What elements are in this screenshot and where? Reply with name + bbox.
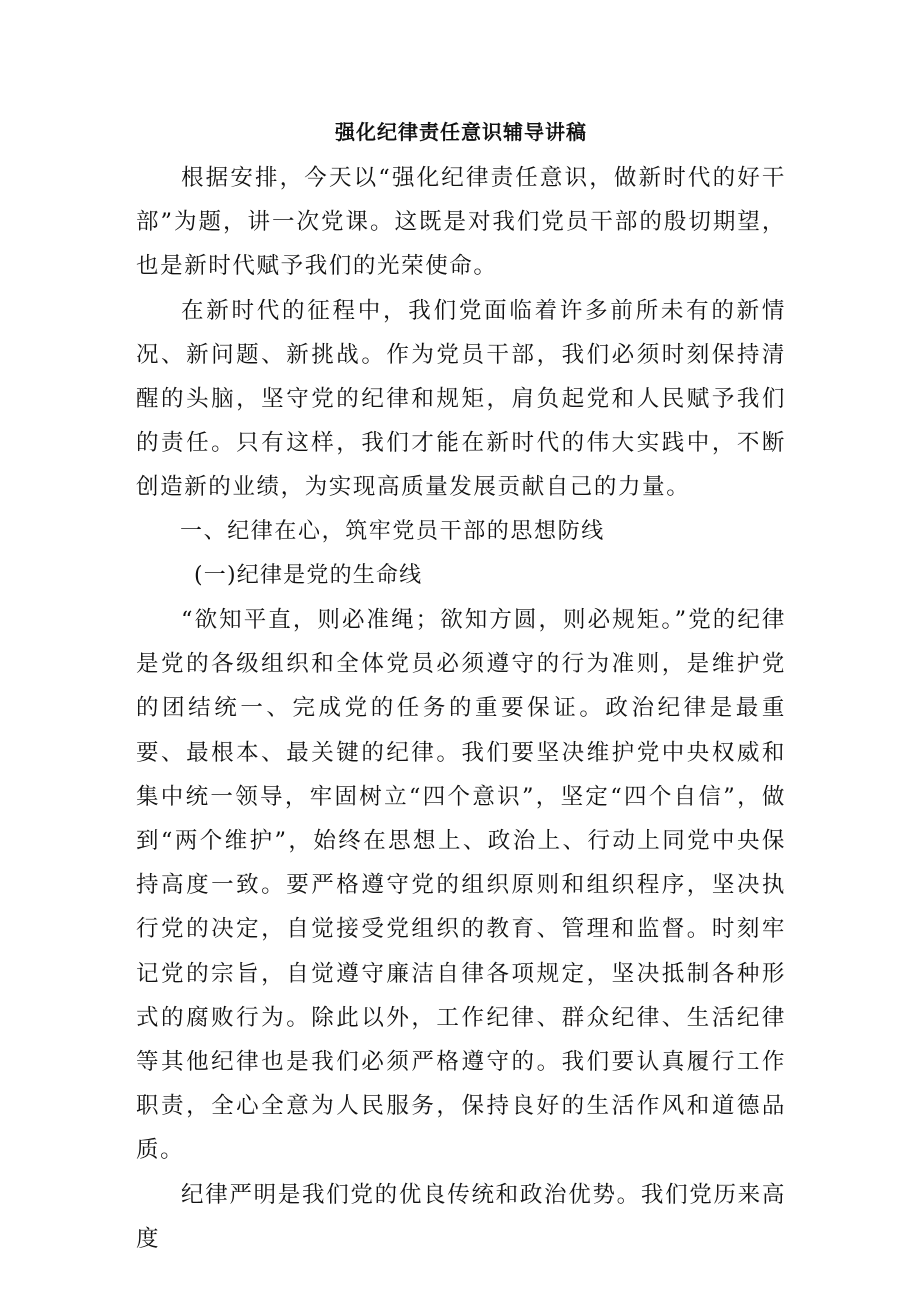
document-title: 强化纪律责任意识辅导讲稿 xyxy=(335,120,587,144)
paragraph-discipline: “欲知平直，则必准绳；欲知方圆，则必规矩。”党的纪律是党的各级组织和全体党员必须遵守的行为准则，是维护党的团结统一、完成党的任务的重要保证。政治纪律是最重要、最根本、最关键的纪律。我们要坚决维护党中央权威和集中统一领导，牢固树立“四个意识”，坚定“四个自信”，做到“两个维护”，始终在思想上、政治上、行动上同党中央保持高度一致。要严格遵守党的组织原则和组织程序，坚决执行党的决定，自觉接受党组织的教育、管理和监督。时刻牢记党的宗旨，自觉遵守廉洁自律各项规定，坚决抵制各种形式的腐败行为。除此以外，工作纪律、群众纪律、生活纪律等其他纪律也是我们必须严格遵守的。我们要认真履行工作职责，全心全意为人民服务，保持良好的生活作风和道德品质。 xyxy=(136,607,786,1164)
section-heading-1: 一、纪律在心，筑牢党员干部的思想防线 xyxy=(180,518,605,544)
paragraph-context: 在新时代的征程中，我们党面临着许多前所未有的新情况、新问题、新挑战。作为党员干部，我们必须时刻保持清醒的头脑，坚守党的纪律和规矩，肩负起党和人民赋予我们的责任。只有这样，我们才能在新时代的伟大实践中，不断创造新的业绩，为实现高质量发展贡献自己的力量。 xyxy=(136,297,786,501)
paragraph-intro: 根据安排，今天以“强化纪律责任意识，做新时代的好干部”为题，讲一次党课。这既是对我们党员干部的殷切期望，也是新时代赋予我们的光荣使命。 xyxy=(136,165,786,280)
paragraph-tradition: 纪律严明是我们党的优良传统和政治优势。我们党历来高度 xyxy=(136,1181,786,1252)
document-page xyxy=(136,112,786,1261)
subsection-heading-1: (一)纪律是党的生命线 xyxy=(194,562,423,588)
